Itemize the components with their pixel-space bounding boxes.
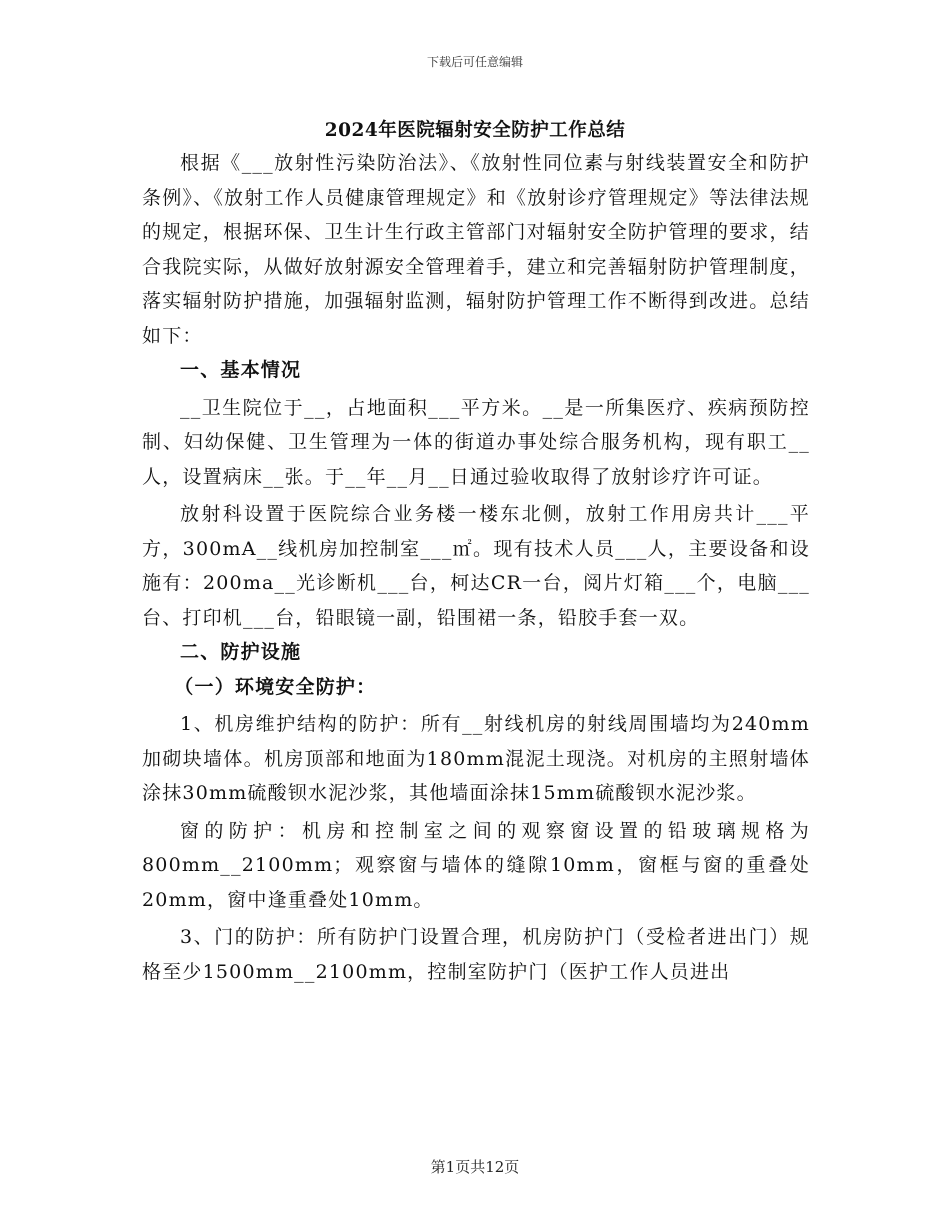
section-heading-protection: 二、防护设施 xyxy=(180,641,302,663)
subsection-heading-environment: （一）环境安全防护： xyxy=(174,675,377,698)
document-title: 2024年医院辐射安全防护工作总结 xyxy=(324,120,626,141)
intro-paragraph: 根据《___放射性污染防治法》、《放射性同位素与射线装置安全和防护条例》、《放射工作人员健康管理规定》和《放射诊疗管理规定》等法律法规的规定，根据环保、卫生计生行政主管部门对辐射安全防护管理的要求，结合我院实际，从做好放射源安全管理着手，建立和完善辐射防护管理制度，落实辐射防护措施，加强辐射监测，辐射防护管理工作不断得到改进。总结如下： xyxy=(142,152,810,347)
window-protection-paragraph: 窗的防护：机房和控制室之间的观察窗设置的铅玻璃规格为800mm__2100mm；观察窗与墙体的缝隙10mm，窗框与窗的重叠处20mm，窗中逢重叠处10mm。 xyxy=(142,819,810,911)
page-footer: 第1页共12页 xyxy=(430,1158,520,1176)
wall-protection-paragraph: 1、机房维护结构的防护：所有__射线机房的射线周围墙均为240mm加砌块墙体。机房顶部和地面为180mm混泥土现浇。对机房的主照射墙体涂抹30mm硫酸钡水泥沙浆，其他墙面涂抹15mm硫酸钡水泥沙浆。 xyxy=(142,713,810,804)
document-body xyxy=(142,146,810,989)
section-heading-basic: 一、基本情况 xyxy=(180,359,302,381)
radiology-paragraph: 放射科设置于医院综合业务楼一楼东北侧，放射工作用房共计___平方，300mA__线机房加控制室___㎡。现有技术人员___人，主要设备和设施有：200ma__光诊断机___台，柯达CR一台，阅片灯箱___个，电脑___台、打印机___台，铅眼镜一副，铅围裙一条，铅胶手套一双。 xyxy=(142,503,810,629)
header-note: 下载后可任意编辑 xyxy=(426,55,523,69)
basic-info-paragraph: __卫生院位于__，占地面积___平方米。__是一所集医疗、疾病预防控制、妇幼保健、卫生管理为一体的街道办事处综合服务机构，现有职工__人，设置病床__张。于__年__月__日通过验收取得了放射诊疗许可证。 xyxy=(142,396,810,488)
door-protection-paragraph: 3、门的防护：所有防护门设置合理，机房防护门（受检者进出门）规格至少1500mm__2100mm，控制室防护门（医护工作人员进出 xyxy=(142,926,810,983)
